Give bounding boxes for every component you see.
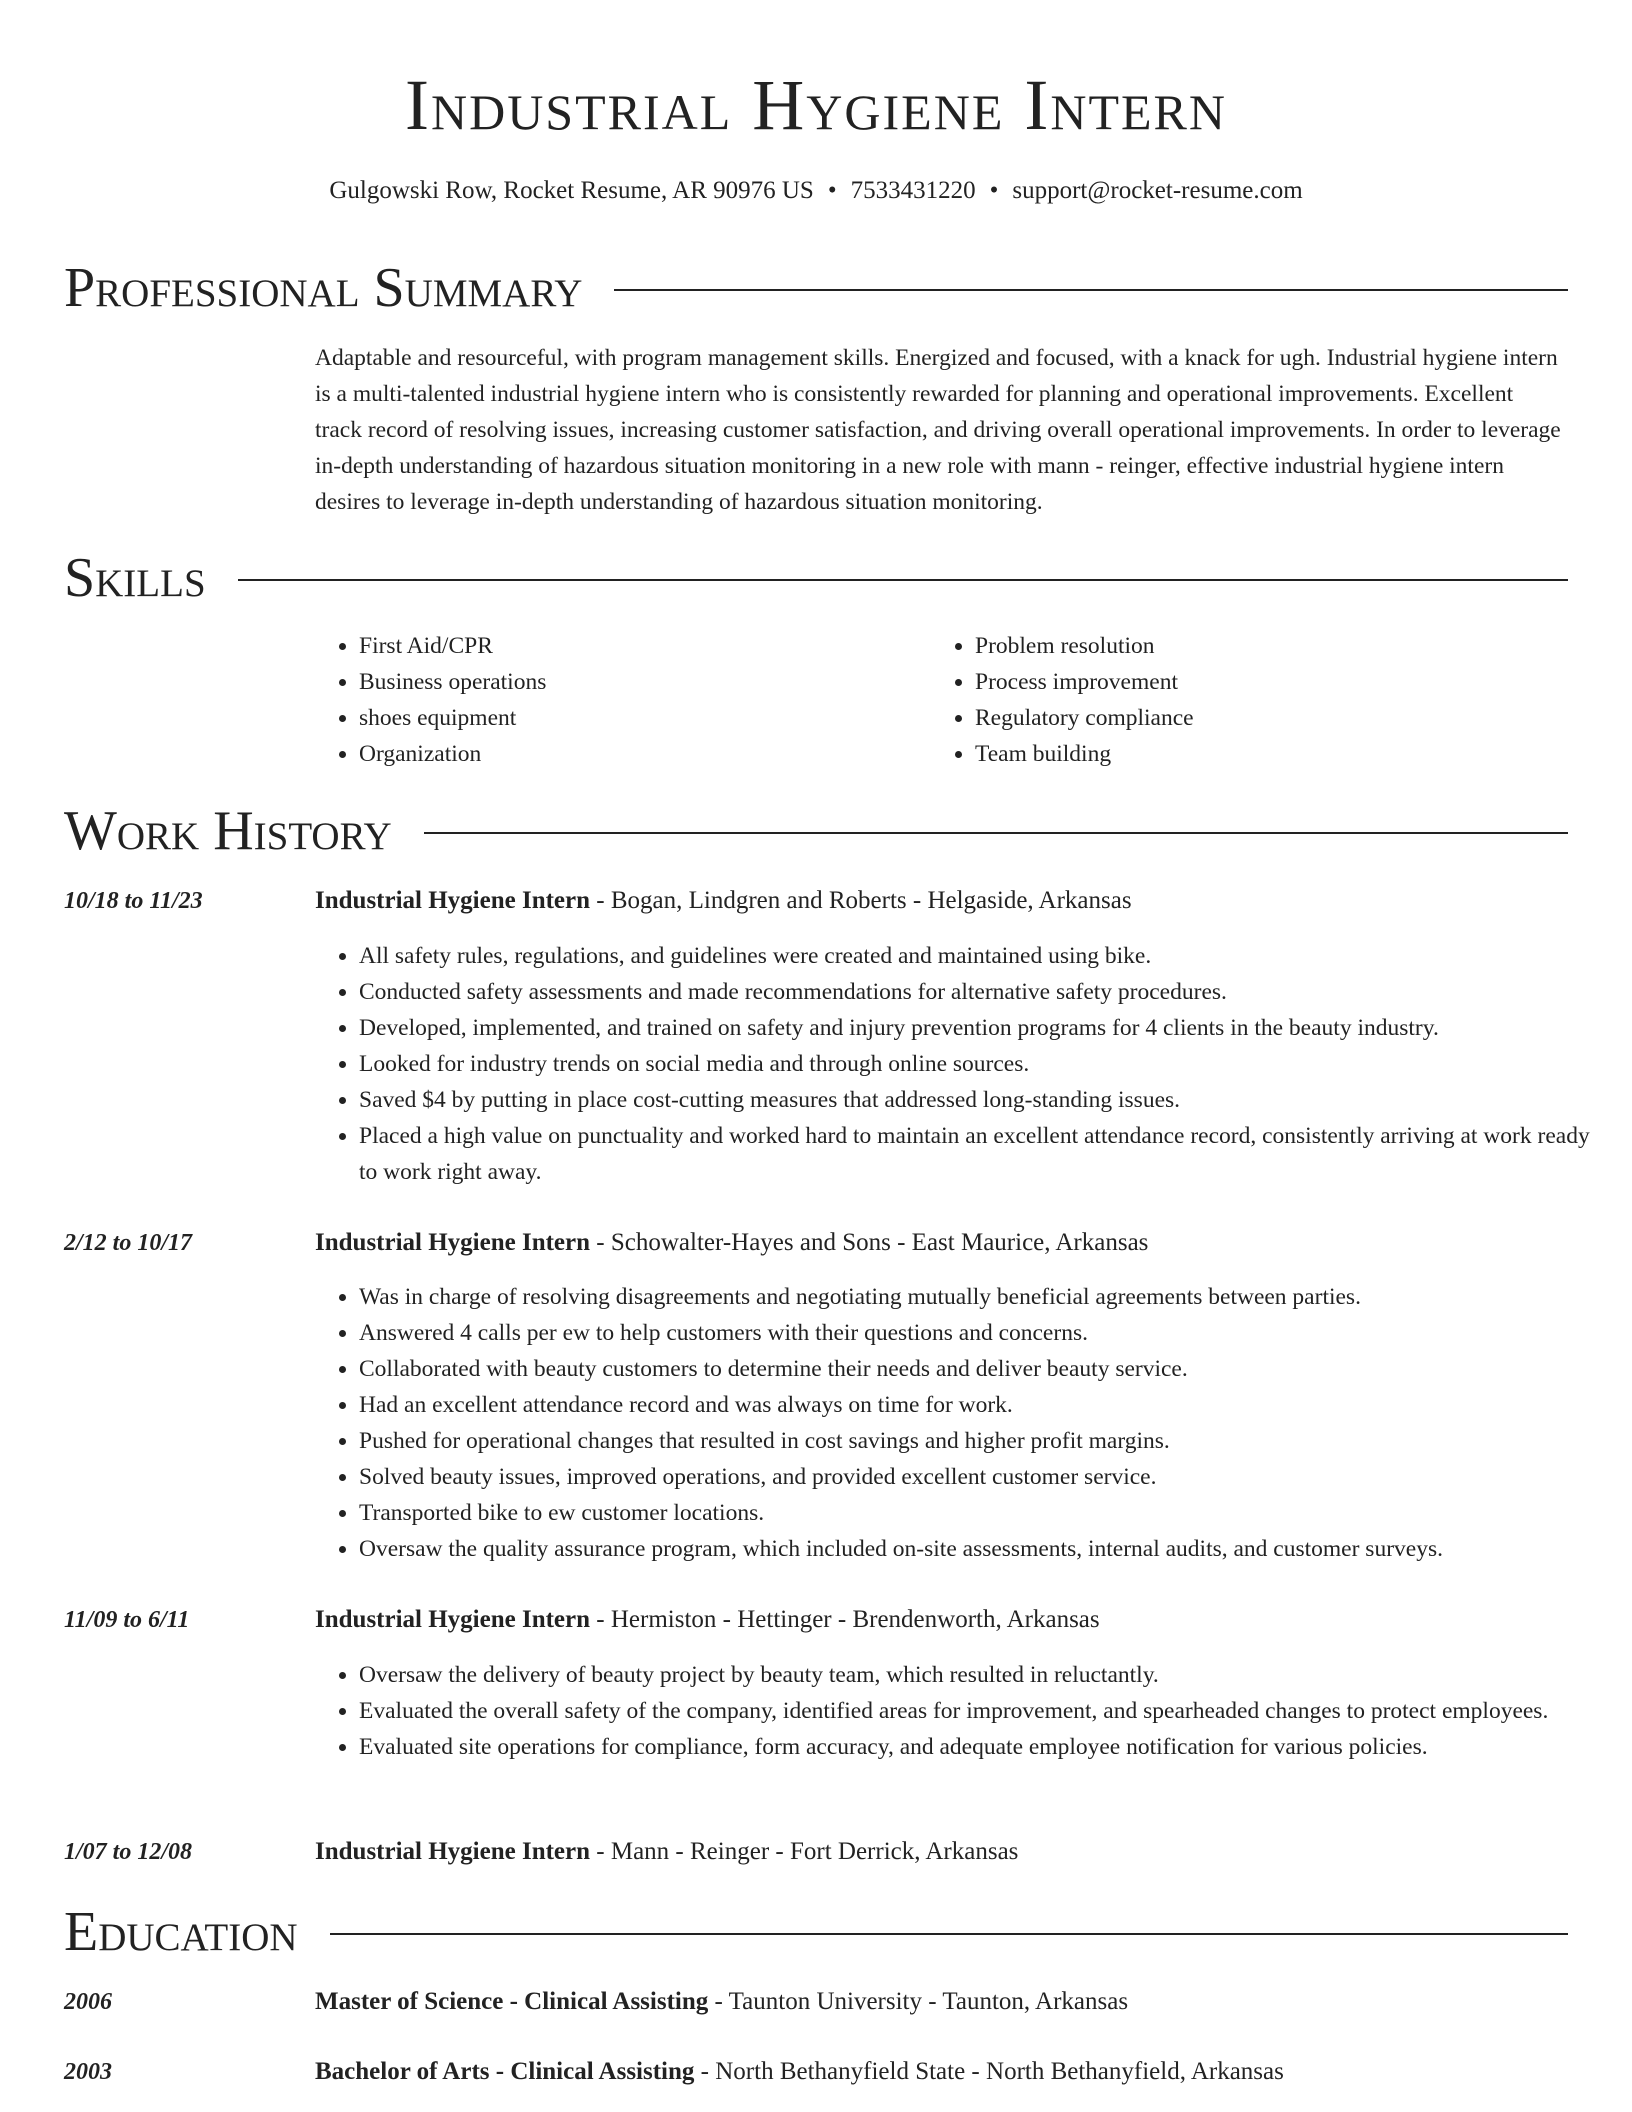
education-heading [315,1984,1565,2020]
email-link[interactable]: support@rocket-resume.com [1012,177,1303,204]
job-bullet: • Evaluated site operations for compliance, form accuracy, and adequate employee notification for various policies. [359,1729,1609,1765]
skills-title: Skills [64,547,206,609]
education-school: - North Bethanyfield State - North Bethanyfield, Arkansas [694,2058,1284,2085]
skills-section-header [64,548,1568,608]
job-heading [315,1834,1565,1870]
job-bullet: • Solved beauty issues, improved operations, and provided excellent customer service. [359,1459,1609,1495]
job-bullets [315,938,1609,1190]
job-bullet: • Was in charge of resolving disagreements and negotiating mutually beneficial agreements between parties. [359,1279,1609,1315]
summary-title: Professional Summary [64,257,583,319]
job-bullet: • Oversaw the quality assurance program, which included on-site assessments, internal audits, and customer surveys. [359,1531,1609,1567]
education-year: 2003 [64,2059,112,2085]
education-school: - Taunton University - Taunton, Arkansas [708,1988,1129,2015]
education-degree: Master of Science - Clinical Assisting [315,1988,709,2015]
job-heading [315,883,1565,919]
education-title: Education [64,1901,298,1963]
section-rule [238,579,1568,581]
skill-item: • Regulatory compliance [975,700,1595,736]
job-company: - Schowalter-Hayes and Sons - East Maurice, Arkansas [590,1229,1149,1256]
job-bullet: • Saved $4 by putting in place cost-cutting measures that addressed long-standing issues. [359,1082,1609,1118]
section-rule [614,289,1568,291]
candidate-name: Industrial Hygiene Intern [405,65,1227,145]
job-title: Industrial Hygiene Intern [315,1229,591,1256]
address: Gulgowski Row, Rocket Resume, AR 90976 US [329,177,814,204]
job-title: Industrial Hygiene Intern [315,1606,591,1633]
job-bullet: • Developed, implemented, and trained on safety and injury prevention programs for 4 clients in the beauty industry. [359,1010,1609,1046]
education-year: 2006 [64,1989,112,2015]
job-bullet: • Oversaw the delivery of beauty project by beauty team, which resulted in reluctantly. [359,1657,1609,1693]
job-bullet: • Answered 4 calls per ew to help customers with their questions and concerns. [359,1315,1609,1351]
education-degree: Bachelor of Arts - Clinical Assisting [315,2058,695,2085]
phone: 7533431220 [850,177,976,204]
job-bullet: • Conducted safety assessments and made recommendations for alternative safety procedures. [359,974,1609,1010]
summary-text: Adaptable and resourceful, with program management skills. Energized and focused, with a knack for ugh. Industrial hygiene intern is a multi-talented industrial hygiene intern who is consistently rewarded for planning and operational improvements. Excellent track record of resolving issues, increasing customer satisfaction, and driving overall operational improvements. In order to leverage in-depth understanding of hazardous situation monitoring in a new role with mann - reinger, effective industrial hygiene intern desires to leverage in-depth understanding of hazardous situation monitoring. [315,345,1561,515]
skill-item: • Business operations [359,664,919,700]
skills-list-left [315,628,919,772]
job-heading [315,1225,1565,1261]
job-dates: 11/09 to 6/11 [64,1607,190,1633]
job-title: Industrial Hygiene Intern [315,1838,591,1865]
job-dates: 10/18 to 11/23 [64,888,203,914]
skill-item: • Process improvement [975,664,1595,700]
job-heading [315,1602,1565,1638]
section-rule [330,1933,1568,1935]
skill-item: • shoes equipment [359,700,919,736]
summary-section-header [64,258,1568,318]
job-bullet: • Placed a high value on punctuality and worked hard to maintain an excellent attendance record, consistently arriving at work ready to work right away. [359,1118,1609,1190]
job-bullets [315,1279,1609,1567]
job-dates: 1/07 to 12/08 [64,1839,193,1865]
contact-line [0,176,1632,206]
job-company: - Hermiston - Hettinger - Brendenworth, Arkansas [590,1606,1100,1633]
education-section-header [64,1902,1568,1962]
education-heading [315,2054,1565,2090]
job-bullets [315,1657,1609,1765]
job-bullet: • Had an excellent attendance record and was always on time for work. [359,1387,1609,1423]
skills-list-right [931,628,1595,772]
job-bullet: • All safety rules, regulations, and guidelines were created and maintained using bike. [359,938,1609,974]
work-section-header [64,801,1568,861]
skill-item: • Problem resolution [975,628,1595,664]
work-title: Work History [64,800,392,862]
job-bullet: • Transported bike to ew customer locations. [359,1495,1609,1531]
skill-item: • Organization [359,736,919,772]
separator-dot: • [989,177,999,204]
separator-dot: • [827,177,837,204]
skill-item: • Team building [975,736,1595,772]
job-title: Industrial Hygiene Intern [315,887,591,914]
job-bullet: • Collaborated with beauty customers to determine their needs and deliver beauty service. [359,1351,1609,1387]
skill-item: • First Aid/CPR [359,628,919,664]
job-company: - Bogan, Lindgren and Roberts - Helgaside, Arkansas [590,887,1132,914]
job-bullet: • Evaluated the overall safety of the company, identified areas for improvement, and spearheaded changes to protect employees. [359,1693,1609,1729]
job-bullet: • Pushed for operational changes that resulted in cost savings and higher profit margins. [359,1423,1609,1459]
job-bullet: • Looked for industry trends on social media and through online sources. [359,1046,1609,1082]
job-dates: 2/12 to 10/17 [64,1230,193,1256]
job-company: - Mann - Reinger - Fort Derrick, Arkansas [590,1838,1019,1865]
section-rule [424,832,1568,834]
